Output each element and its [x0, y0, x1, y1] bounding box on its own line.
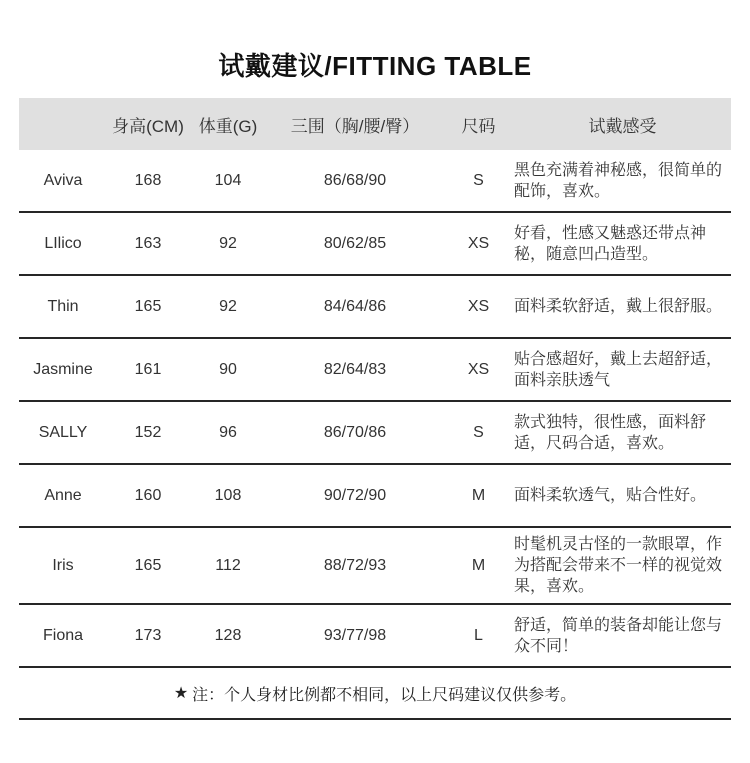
header-feel: 试戴感受	[588, 116, 657, 136]
star-icon: ★	[173, 685, 189, 702]
cell-feel: 面料柔软透气，贴合性好。	[514, 487, 707, 504]
cell-weight: 108	[214, 486, 242, 504]
table-row	[19, 150, 731, 213]
cell-name: Iris	[52, 556, 74, 574]
table-row	[19, 276, 731, 339]
fitting-table	[19, 98, 731, 720]
cell-measurements: 80/62/85	[323, 234, 387, 252]
cell-name: Fiona	[42, 626, 84, 644]
header-weight: 体重(G)	[198, 116, 258, 136]
cell-feel: 款式独特，很性感，面料舒适，尺码合适，喜欢。	[514, 413, 707, 452]
cell-height: 168	[134, 171, 162, 189]
cell-height: 152	[134, 423, 162, 441]
cell-feel: 时髦机灵古怪的一款眼罩，作为搭配会带来不一样的视觉效果，喜欢。	[514, 536, 723, 595]
cell-size: M	[471, 556, 486, 574]
cell-height: 165	[134, 297, 162, 315]
cell-size: M	[471, 486, 486, 504]
cell-height: 161	[134, 360, 162, 378]
cell-measurements: 86/68/90	[323, 171, 387, 189]
cell-size: S	[473, 171, 484, 189]
cell-weight: 128	[214, 626, 242, 644]
footnote-text: 注：个人身材比例都不相同，以上尺码建议仅供参考。	[192, 686, 577, 704]
cell-height: 173	[134, 626, 162, 644]
table-row	[19, 213, 731, 276]
cell-name: SALLY	[38, 423, 88, 441]
cell-height: 160	[134, 486, 162, 504]
table-header-row	[19, 98, 731, 150]
cell-size: S	[473, 423, 484, 441]
cell-measurements: 82/64/83	[323, 360, 387, 378]
cell-weight: 112	[215, 556, 241, 574]
cell-name: LIlico	[44, 234, 82, 252]
table-row	[19, 528, 731, 605]
cell-height: 165	[134, 556, 162, 574]
cell-feel: 贴合感超好，戴上去超舒适，面料亲肤透气	[514, 350, 723, 389]
header-height: 身高(CM)	[112, 116, 184, 136]
cell-weight: 92	[219, 234, 237, 252]
table-row	[19, 605, 731, 668]
cell-size: XS	[467, 297, 490, 315]
cell-size: XS	[467, 360, 490, 378]
table-row	[19, 402, 731, 465]
cell-weight: 92	[219, 297, 237, 315]
header-measurements: 三围（胸/腰/臀）	[290, 116, 420, 136]
cell-feel: 黑色充满着神秘感，很简单的配饰，喜欢。	[514, 161, 723, 200]
cell-weight: 96	[219, 423, 237, 441]
page-title: 试戴建议/FITTING TABLE	[218, 51, 532, 81]
cell-size: L	[474, 626, 483, 644]
table-row	[19, 465, 731, 528]
footnote	[19, 668, 731, 720]
cell-measurements: 86/70/86	[323, 423, 387, 441]
cell-weight: 90	[219, 360, 237, 378]
cell-name: Thin	[47, 297, 79, 315]
cell-measurements: 93/77/98	[323, 626, 387, 644]
cell-measurements: 88/72/93	[323, 556, 387, 574]
cell-name: Jasmine	[33, 360, 93, 378]
cell-weight: 104	[214, 171, 242, 189]
cell-feel: 舒适，简单的装备却能让您与众不同！	[514, 616, 723, 655]
cell-size: XS	[467, 234, 490, 252]
header-name	[19, 122, 107, 126]
cell-height: 163	[134, 234, 162, 252]
cell-measurements: 84/64/86	[323, 297, 387, 315]
table-row	[19, 339, 731, 402]
cell-name: Anne	[44, 486, 82, 504]
cell-measurements: 90/72/90	[323, 486, 387, 504]
cell-name: Aviva	[43, 171, 83, 189]
cell-feel: 好看，性感又魅惑还带点神秘，随意凹凸造型。	[514, 224, 707, 263]
cell-feel: 面料柔软舒适，戴上很舒服。	[514, 298, 723, 315]
header-size: 尺码	[461, 116, 496, 136]
